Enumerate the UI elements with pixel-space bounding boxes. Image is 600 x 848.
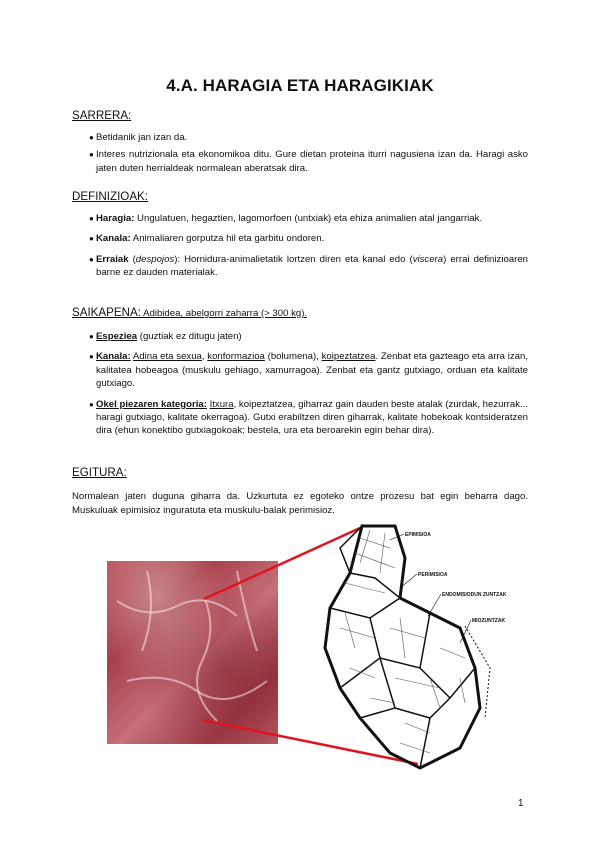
section-heading-definizioak: DEFINIZIOAK: (72, 190, 149, 203)
egitura-paragraph: Normalean jaten duguna giharra da. Uzkurtuta ez egoteko ontze prozesu bat egin beharra dago. Muskuluak epimisioz inguratuta eta muskulu-balak perimisioz. (72, 491, 528, 516)
section-heading-sarrera: SARRERA: (72, 109, 132, 122)
label-miozuntzak: MIOZUNTZAK (472, 618, 506, 624)
list-item: ● Kanala: Adina eta sexua, konformazioa (bolumena), koipeztatzea. Zenbat eta gazteago eta arra izan, kalitatea hobeagoa (muskulu gehiago, xamurragoa). Zenbat eta gantz gutxiago, orduan eta kalitate gutxiago. (89, 351, 528, 390)
label-endomisiodun: ENDOMISIODUN ZUNTZAK (442, 592, 507, 598)
section-heading-saikapena: SAIKAPENA: Adibidea, abelgorri zaharra (> 300 kg). (72, 306, 308, 319)
list-item: ● Okel piezaren kategoria: Itxura, koipeztatzea, giharraz gain dauden beste atalak (zurdak, hezurrak... haragi gutxiago, kalitate okerragoa). Gutxi erabiltzen diren giharrak, kalitate hobekoak kontsideratzen dira (ehun konektibo gutxiagokoak; bestela, ura eta beroarekin egin behar dira). (89, 398, 528, 437)
section-heading-egitura: EGITURA: (72, 466, 127, 479)
label-epimisioa: EPIMISIOA (405, 532, 431, 538)
muscle-structure-diagram (300, 518, 530, 778)
list-item: ● Haragia: Ungulatuen, hegaztien, lagomorfoen (untxiak) eta ehiza animalien atal jangarriak. (89, 213, 483, 224)
page-number: 1 (518, 798, 524, 809)
list-item: ● Interes nutrizionala eta ekonomikoa ditu. Gure dietan proteina iturri nagusiena izan da. Haragi asko jaten duten herrialdeak normalean aberatsak dira. (89, 149, 528, 174)
list-item: ● Espeziea (guztiak ez ditugu jaten) (89, 331, 242, 342)
list-item: ● Kanala: Animaliaren gorputza hil eta garbitu ondoren. (89, 233, 325, 245)
label-perimisioa: PERIMISIOA (418, 572, 448, 578)
list-item: ● Erraiak (despojos): Hornidura-animalietatik lortzen diren eta kanal edo (viscera) errai definizioaren barne ez dauden materialak. (89, 253, 528, 279)
list-item: ● Betidanik jan izan da. (89, 132, 188, 143)
page-title: 4.A. HARAGIA ETA HARAGIKIAK (166, 76, 434, 95)
